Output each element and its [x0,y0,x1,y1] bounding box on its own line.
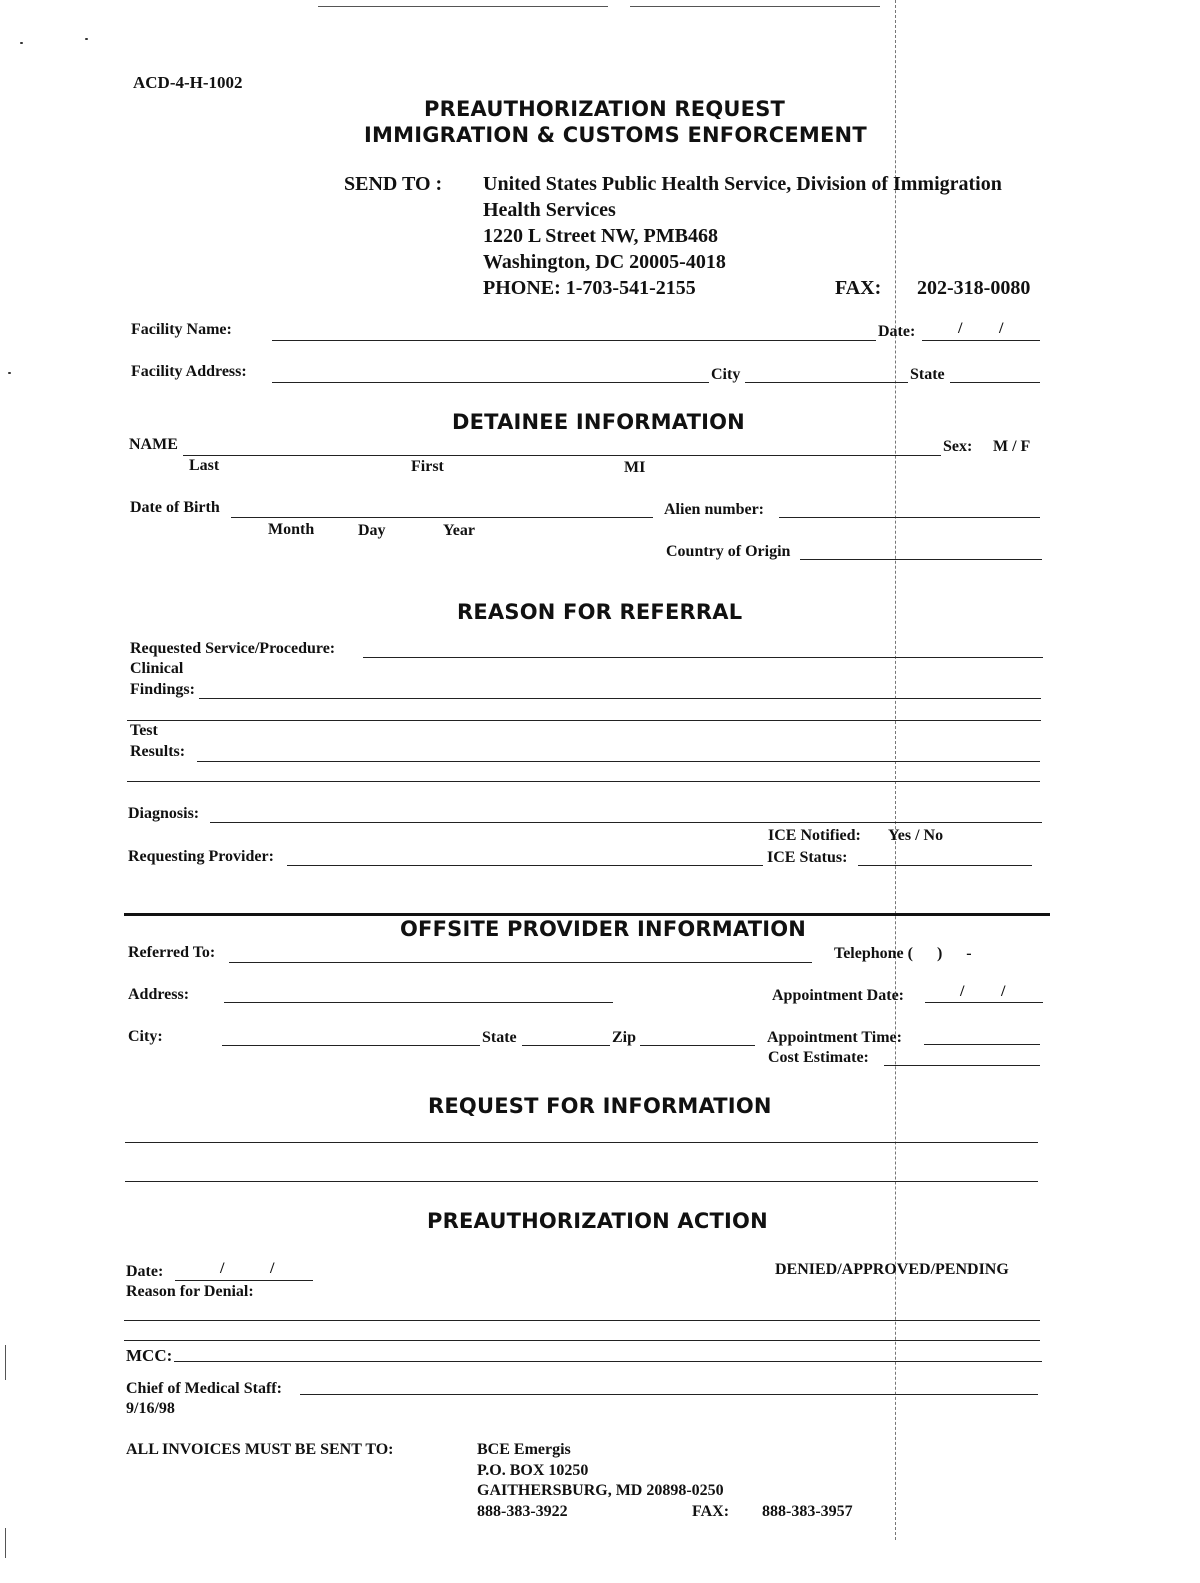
detainee-sex-options[interactable]: M / F [993,438,1031,455]
offsite-zip-field[interactable] [640,1045,755,1046]
send-to-line4: Washington, DC 20005-4018 [483,251,726,273]
action-status-options[interactable]: DENIED/APPROVED/PENDING [775,1261,1009,1278]
dob-year-caption: Year [443,522,475,539]
invoices-label: ALL INVOICES MUST BE SENT TO: [126,1441,394,1458]
ice-notified-label: ICE Notified: [768,827,861,844]
offsite-address-label: Address: [128,986,190,1003]
facility-date-field[interactable] [922,340,1040,341]
clinical-label: Clinical [130,660,184,677]
facility-address-field[interactable] [272,382,709,383]
offsite-zip-label: Zip [612,1029,637,1046]
facility-state-field[interactable] [950,382,1040,383]
results-label: Results: [130,743,186,760]
scan-left-mark [5,1345,6,1380]
detainee-last-caption: Last [189,457,220,474]
requested-service-field[interactable] [363,657,1043,658]
form-id: ACD-4-H-1002 [133,73,243,92]
facility-date-slash: / [999,320,1004,337]
dob-day-caption: Day [358,522,386,539]
send-to-line2: Health Services [483,199,616,221]
invoices-line2: P.O. BOX 10250 [477,1462,589,1479]
referred-to-field[interactable] [229,962,812,963]
facility-date-slash: / [958,320,963,337]
offsite-state-field[interactable] [522,1045,610,1046]
referral-heading: REASON FOR REFERRAL [457,600,743,624]
diagnosis-field[interactable] [210,822,1042,823]
facility-address-label: Facility Address: [131,363,247,380]
detainee-name-field[interactable] [183,455,941,456]
dob-label: Date of Birth [130,499,220,516]
action-date-slash: / [270,1260,275,1277]
telephone-label: Telephone ( ) - [834,945,972,962]
reason-for-denial-field[interactable] [124,1320,1040,1321]
invoices-line3: GAITHERSBURG, MD 20898-0250 [477,1482,724,1499]
offsite-heading: OFFSITE PROVIDER INFORMATION [400,917,807,941]
appointment-date-label: Appointment Date: [772,987,904,1004]
form-subtitle: IMMIGRATION & CUSTOMS ENFORCEMENT [364,123,867,147]
diagnosis-label: Diagnosis: [128,805,200,822]
dob-field[interactable] [231,517,653,518]
chief-medical-staff-field[interactable] [300,1394,1038,1395]
offsite-state-label: State [482,1029,517,1046]
alien-number-label: Alien number: [664,501,764,518]
appointment-date-field[interactable] [925,1002,1043,1003]
appointment-date-slash: / [1001,983,1006,1000]
cost-estimate-label: Cost Estimate: [768,1049,869,1066]
clinical-findings-field-2[interactable] [127,720,1041,721]
detainee-heading: DETAINEE INFORMATION [452,410,745,434]
appointment-time-label: Appointment Time: [767,1029,902,1046]
invoices-phone: 888-383-3922 [477,1503,568,1520]
action-date-field[interactable] [175,1280,313,1281]
country-origin-field[interactable] [800,559,1042,560]
scan-left-mark [5,1528,6,1558]
chief-medical-staff-label: Chief of Medical Staff: [126,1380,282,1397]
test-results-field[interactable] [197,761,1040,762]
action-heading: PREAUTHORIZATION ACTION [427,1209,768,1233]
invoices-fax-value: 888-383-3957 [762,1503,853,1520]
scan-top-edge [318,6,608,7]
clinical-findings-field[interactable] [199,698,1041,699]
send-to-line3: 1220 L Street NW, PMB468 [483,225,718,247]
rfi-field-2[interactable] [125,1181,1038,1182]
send-to-phone: PHONE: 1-703-541-2155 [483,277,696,299]
facility-city-label: City [711,366,741,383]
send-to-line1: United States Public Health Service, Division of Immigration [483,173,1002,195]
appointment-time-field[interactable] [924,1044,1040,1045]
scan-speck [8,372,11,374]
facility-name-label: Facility Name: [131,321,232,338]
appointment-date-slash: / [960,983,965,1000]
scan-top-edge-right [630,6,880,7]
test-label: Test [130,722,158,739]
send-to-fax-value: 202-318-0080 [917,277,1031,299]
findings-label: Findings: [130,681,195,698]
invoices-line1: BCE Emergis [477,1441,571,1458]
revision-date: 9/16/98 [126,1400,175,1417]
test-results-field-2[interactable] [127,781,1040,782]
reason-for-denial-field-2[interactable] [124,1340,1040,1341]
ice-status-field[interactable] [858,865,1032,866]
section-divider [124,913,1050,916]
reason-for-denial-label: Reason for Denial: [126,1283,254,1300]
facility-name-field[interactable] [272,340,876,341]
offsite-address-field[interactable] [224,1002,613,1003]
ice-status-label: ICE Status: [767,849,848,866]
requesting-provider-field[interactable] [287,865,763,866]
requested-service-label: Requested Service/Procedure: [130,640,336,657]
referred-to-label: Referred To: [128,944,216,961]
dob-month-caption: Month [268,521,315,538]
requesting-provider-label: Requesting Provider: [128,848,274,865]
action-date-slash: / [220,1260,225,1277]
send-to-label: SEND TO : [344,173,443,195]
cost-estimate-field[interactable] [884,1065,1040,1066]
offsite-city-field[interactable] [222,1045,480,1046]
detainee-sex-label: Sex: [943,438,973,455]
ice-notified-options[interactable]: Yes / No [888,827,944,844]
facility-state-label: State [910,366,945,383]
rfi-heading: REQUEST FOR INFORMATION [428,1094,772,1118]
invoices-fax-label: FAX: [692,1503,730,1520]
facility-city-field[interactable] [745,382,908,383]
country-origin-label: Country of Origin [666,543,791,560]
rfi-field-1[interactable] [125,1142,1038,1143]
scan-speck [85,38,88,40]
mcc-label: MCC: [126,1346,173,1365]
detainee-mi-caption: MI [624,459,646,476]
alien-number-field[interactable] [779,517,1040,518]
facility-date-label: Date: [878,323,916,340]
scan-fold-line [895,0,896,1540]
detainee-name-label: NAME [129,436,178,453]
send-to-fax-label: FAX: [835,277,882,299]
scan-speck [20,42,23,44]
mcc-field[interactable] [174,1361,1042,1362]
offsite-city-label: City: [128,1028,163,1045]
form-title: PREAUTHORIZATION REQUEST [424,97,786,121]
detainee-first-caption: First [411,458,444,475]
action-date-label: Date: [126,1263,164,1280]
